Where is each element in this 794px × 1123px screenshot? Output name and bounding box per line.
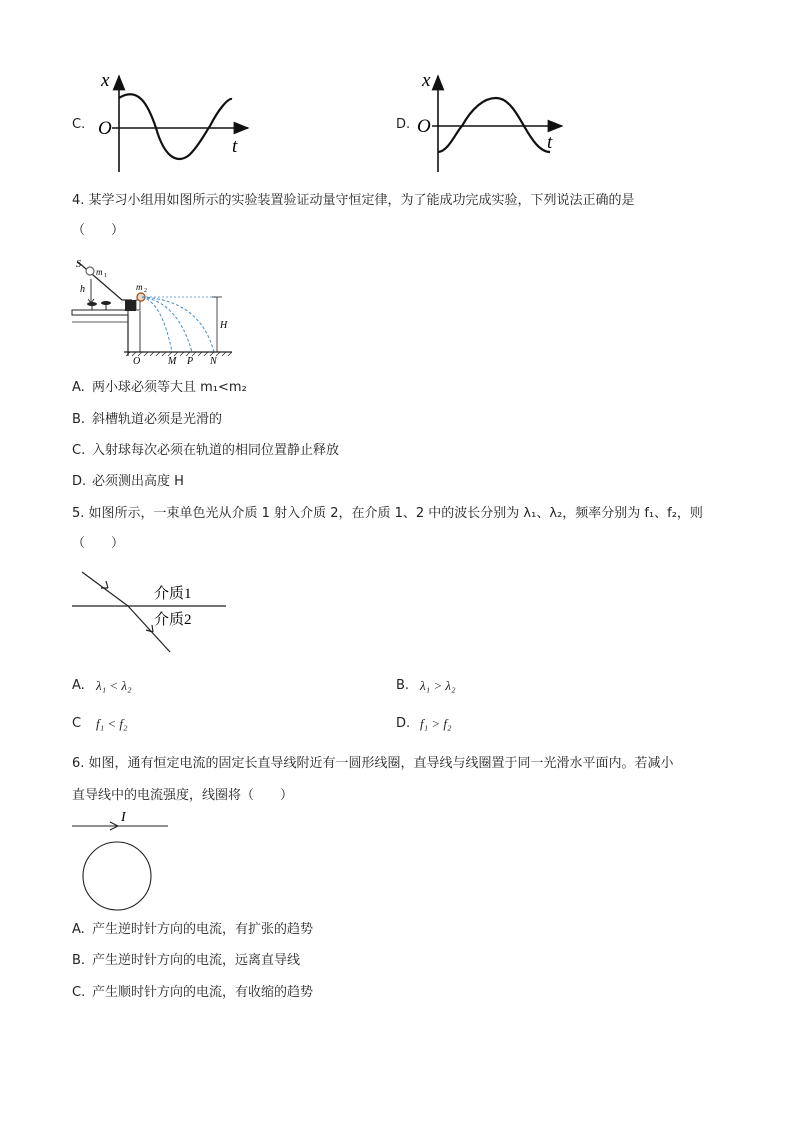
q4-stem: 4. 某学习小组用如图所示的实验装置验证动量守恒定律，为了能成功完成实验，下列说法正确的是 xyxy=(72,193,635,208)
q5-option-d-text: f₁ > f₂ xyxy=(420,716,452,731)
q4-option-d-text: 必须测出高度 H xyxy=(92,474,184,489)
q6-option-c-text: 产生顺时针方向的电流，有收缩的趋势 xyxy=(92,985,314,1000)
label-medium-1: 介质1 xyxy=(154,586,192,602)
q6-option-a-letter: A. xyxy=(72,922,85,937)
q5-option-c-text: f₁ < f₂ xyxy=(96,716,128,731)
q4-option-a-text: 两小球必须等大且 m₁<m₂ xyxy=(92,380,247,395)
incident-ray xyxy=(82,572,128,606)
q5-refraction-figure xyxy=(70,564,230,656)
q4-option-a-letter: A. xyxy=(72,380,85,395)
cosine-curve xyxy=(119,94,232,159)
q5-option-a-text: λ₁ < λ₂ xyxy=(96,678,132,693)
label-n: N xyxy=(210,356,217,367)
q6-stem-line2: 直导线中的电流强度，线圈将（ ） xyxy=(72,788,294,803)
label-current: I xyxy=(121,810,126,825)
axis-t-label: t xyxy=(547,132,553,153)
q4-option-d-letter: D. xyxy=(72,474,87,489)
q6-option-c-letter: C. xyxy=(72,985,86,1000)
q4-paren: （ ） xyxy=(72,223,125,238)
q5-paren: （ ） xyxy=(72,536,125,551)
label-m1-sub: 1 xyxy=(104,273,107,279)
trajectory-n xyxy=(142,297,214,352)
axis-t-label: t xyxy=(232,136,238,157)
label-s: S xyxy=(76,259,81,270)
option-c-letter: C. xyxy=(72,117,86,132)
option-d-graph xyxy=(412,68,582,178)
label-p: P xyxy=(187,356,194,367)
label-big-h: H xyxy=(220,320,228,331)
q6-option-a-text: 产生逆时针方向的电流，有扩张的趋势 xyxy=(92,922,314,937)
label-o: O xyxy=(133,356,141,367)
q5-option-b-letter: B. xyxy=(396,678,410,693)
q5-option-c-letter: C xyxy=(72,716,82,731)
origin-label: O xyxy=(98,118,112,139)
circular-coil xyxy=(83,842,151,910)
q6-option-b-text: 产生逆时针方向的电流，远离直导线 xyxy=(92,953,301,968)
launch-block xyxy=(125,300,136,311)
trajectory-m xyxy=(142,297,172,352)
axis-x-label: x xyxy=(101,70,110,91)
label-medium-2: 介质2 xyxy=(154,612,192,628)
option-c-graph xyxy=(90,68,260,178)
q4-option-b-text: 斜槽轨道必须是光滑的 xyxy=(92,412,223,427)
q4-option-b-letter: B. xyxy=(72,412,86,427)
q6-option-b-letter: B. xyxy=(72,953,86,968)
label-h: h xyxy=(80,284,85,295)
axis-x-label: x xyxy=(422,70,431,91)
ball-m1 xyxy=(86,267,94,275)
label-m: M xyxy=(168,356,177,367)
label-m2: m xyxy=(136,282,143,292)
sine-curve xyxy=(438,98,550,152)
q4-collision-apparatus-figure xyxy=(70,256,240,368)
trajectory-p xyxy=(142,297,192,352)
option-d-letter: D. xyxy=(396,117,411,132)
q5-stem: 5. 如图所示，一束单色光从介质 1 射入介质 2，在介质 1、2 中的波长分别为 λ₁、λ₂，频率分别为 f₁、f₂，则 xyxy=(72,506,703,521)
label-m2-sub: 2 xyxy=(144,288,147,294)
q5-option-b-text: λ₁ > λ₂ xyxy=(420,678,456,693)
q6-stem-line1: 6. 如图，通有恒定电流的固定长直导线附近有一圆形线圈，直导线与线圈置于同一光滑水平面内。若减小 xyxy=(72,756,674,771)
q6-wire-coil-figure xyxy=(70,808,180,914)
label-m1: m xyxy=(96,267,103,277)
origin-label: O xyxy=(417,116,431,137)
q4-option-c-text: 入射球每次必须在轨道的相同位置静止释放 xyxy=(92,443,340,458)
q5-option-d-letter: D. xyxy=(396,716,411,731)
table-top xyxy=(72,310,128,315)
q4-option-c-letter: C. xyxy=(72,443,86,458)
q5-option-a-letter: A. xyxy=(72,678,85,693)
